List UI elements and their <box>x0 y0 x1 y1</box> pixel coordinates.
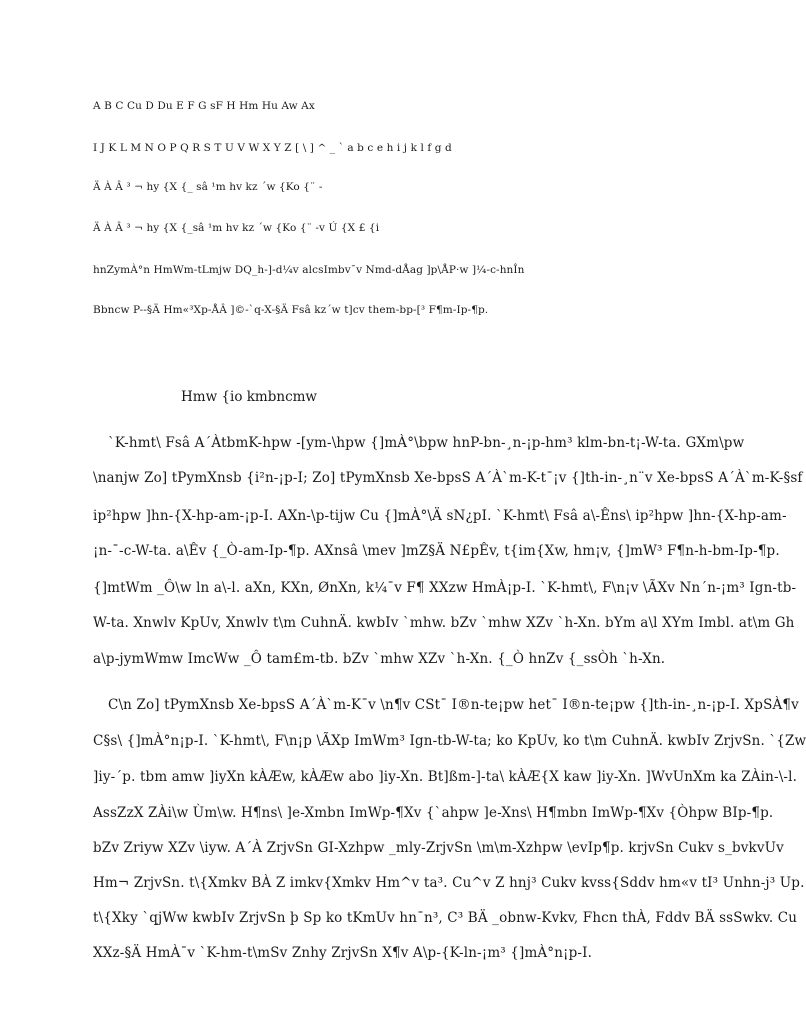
glyph-line-3: Ä À Â ³ ¬ hy {X {_ sâ ¹m hv kz ´w {Ko {¨ - <box>93 181 323 193</box>
paragraph-line: C§s\ {]mÀ°n¡p-I. `K-hmt\, F\n¡p \ÃXp ImWm³ Ign-tb-W-ta; ko KpUv, ko t\m CuhnÄ. kwbIv ZrjvSn. `{Zw <box>93 733 806 749</box>
glyph-line-4: Ä À Â ³ ¬ hy {X {_sâ ¹m hv kz ´w {Ko {¨ -v Ú {X £ {i <box>93 222 380 234</box>
paragraph-line: t\{Xky `qjWw kwbIv ZrjvSn þ Sp ko tKmUv hn¯n³, C³ BÄ _obnw-Kvkv, Fhcn thÀ, Fddv BÄ ssSwkv. Cu <box>93 910 798 926</box>
glyph-line-2: I J K L M N O P Q R S T U V W X Y Z [ \ ] ^ _ ` a b c e h i j k l f g d <box>93 142 452 154</box>
paragraph-line: C\n Zo] tPymXnsb Xe-bpsS A´À`m-K¯v \n¶v CSt¯ I®n-te¡pw het¯ I®n-te¡pw {]th-in-¸n-¡p-I. XpSÀ¶v <box>108 697 799 713</box>
paragraph-line: \nanjw Zo] tPymXnsb {i²n-¡p-I; Zo] tPymXnsb Xe-bpsS A´À`m-K-t¯¡v {]th-in-¸n¨v Xe-bpsS A´À`m-K-§sf <box>93 470 803 486</box>
paragraph-line: ip²hpw ]hn-{X-hp-am-¡p-I. AXn-\p-tijw Cu {]mÀ°\Ä sN¿pI. `K-hmt\ Fsâ a\-Êns\ ip²hpw ]hn-{X-hp-am- <box>93 508 787 524</box>
paragraph-line: bZv Zriyw XZv \iyw. A´À ZrjvSn GI-Xzhpw _mly-ZrjvSn \m\m-Xzhpw \evIp¶p. krjvSn Cukv s_bvkvUv <box>93 840 784 856</box>
glyph-line-1: A B C Cu D Du E F G sF H Hm Hu Aw Ax <box>93 100 315 112</box>
paragraph-line: Hm¬ ZrjvSn. t\{Xmkv BÀ Z imkv{Xmkv Hm^v ta³. Cu^v Z hnj³ Cukv kvss{Sddv hm«v tI³ Unhn-j³ Up. <box>93 875 805 891</box>
document-heading: Hmw {io kmbncmw <box>181 389 317 405</box>
paragraph-line: ]iy-´p. tbm amw ]iyXn kÀÆw, kÀÆw abo ]iy-Xn. Bt]ßm-]-ta\ kÀÆ{X kaw ]iy-Xn. ]WvUnXm ka ZÀin-\-l. <box>93 769 798 785</box>
paragraph-line: W-ta. Xnwlv KpUv, Xnwlv t\m CuhnÄ. kwbIv `mhw. bZv `mhw XZv `h-Xn. bYm a\l XYm Imbl. at\m Gh <box>93 615 795 631</box>
paragraph-line: `K-hmt\ Fsâ A´ÀtbmK-hpw -[ym-\hpw {]mÀ°\bpw hnP-bn-¸n-¡p-hm³ klm-bn-t¡-W-ta. GXm\pw <box>108 435 745 451</box>
paragraph-line: XXz-§Ä HmÀ¯v `K-hm-t\mSv Znhy ZrjvSn X¶v A\p-{K-ln-¡m³ {]mÀ°n¡p-I. <box>93 945 593 961</box>
paragraph-line: a\p-jymWmw ImcWw _Ô tam£m-tb. bZv `mhw XZv `h-Xn. {_Ò hnZv {_ssÒh `h-Xn. <box>93 651 666 667</box>
paragraph-line: ¡n-¯-c-W-ta. a\Êv {_Ò-am-Ip-¶p. AXnsâ \mev ]mZ§Ä N£pÊv, t{im{Xw, hm¡v, {]mW³ F¶n-h-bm-Ip-¶p. <box>93 543 780 559</box>
paragraph-line: {]mtWm _Ô\w ln a\-l. aXn, KXn, ØnXn, k¼¯v F¶ XXzw HmÀ¡p-I. `K-hmt\, F\n¡v \ÃXv Nn´n-¡m³ Ign-tb- <box>93 580 797 596</box>
glyph-line-5: hnZymÀ°n HmWm-tLmjw DQ_h-]-d¼v alcsImbv¯v Nmd-dÅag ]p\ÅP·w ]¼-c-hnÎn <box>93 264 525 276</box>
paragraph-line: AssZzX ZÀi\w Ùm\w. H¶ns\ ]e-Xmbn ImWp-¶Xv {`ahpw ]e-Xns\ H¶mbn ImWp-¶Xv {Òhpw BIp-¶p. <box>93 805 774 821</box>
glyph-line-6: Bbncw P--§Ä Hm«³Xp-ÅÂ ]©-`q-X-§Ä Fsâ kz´w t]cv them-bp-[³ F¶m-Ip-¶p. <box>93 304 489 316</box>
